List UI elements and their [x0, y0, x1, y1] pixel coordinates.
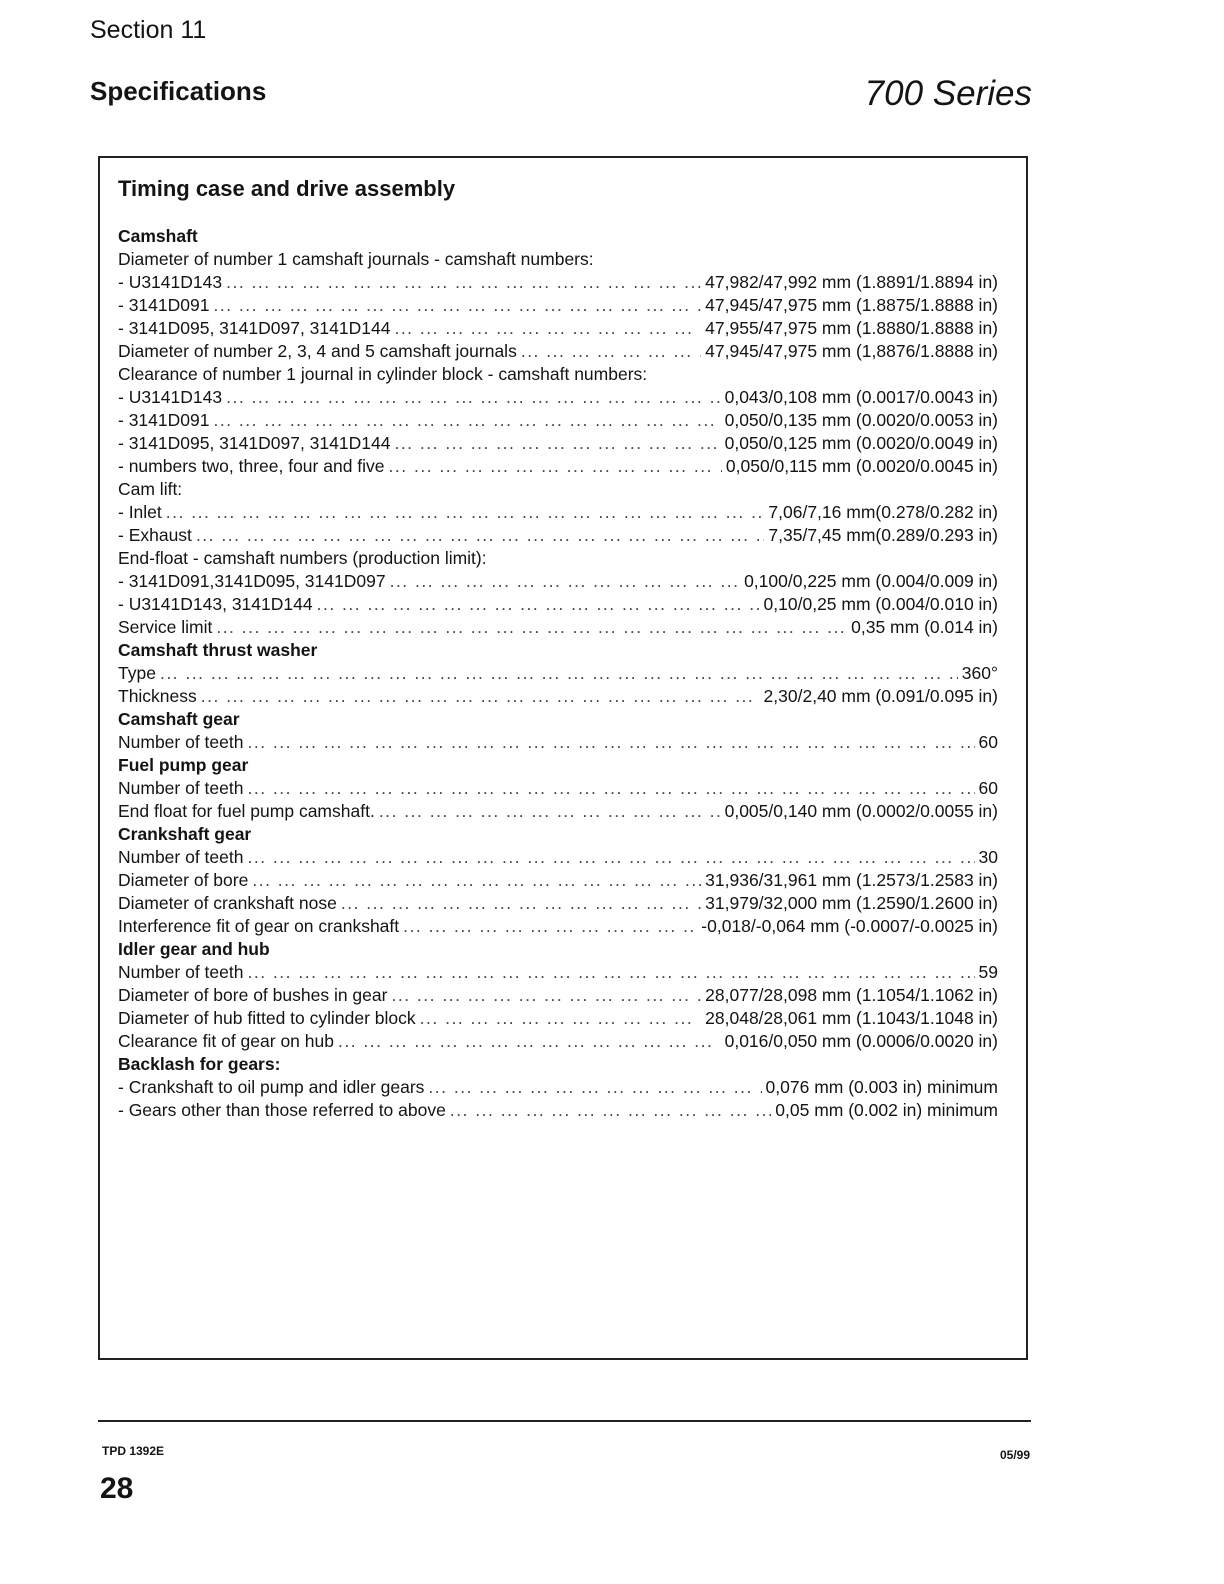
leader-dots — [389, 455, 722, 478]
spec-value: 0,35 mm (0.014 in) — [851, 617, 998, 637]
spec-value: 0,050/0,125 mm (0.0020/0.0049 in) — [724, 433, 998, 453]
spec-heading — [118, 639, 998, 662]
spec-value: 31,936/31,961 mm (1.2573/1.2583 in) — [705, 870, 998, 890]
spec-label: - U3141D143 — [118, 272, 223, 292]
spec-value: 28,077/28,098 mm (1.1054/1.1062 in) — [705, 985, 998, 1005]
spec-label: Idler gear and hub — [118, 939, 270, 959]
spec-row — [118, 846, 998, 869]
spec-row — [118, 961, 998, 984]
leader-dots — [213, 409, 720, 432]
leader-dots — [213, 294, 701, 317]
leader-dots — [428, 1076, 761, 1099]
spec-row — [118, 662, 998, 685]
spec-value: 60 — [978, 732, 998, 752]
spec-label: Backlash for gears: — [118, 1054, 281, 1074]
spec-label: Thickness — [118, 686, 197, 706]
spec-heading — [118, 225, 998, 248]
spec-label: Clearance of number 1 journal in cylinder block - camshaft numbers: — [118, 364, 648, 384]
spec-row — [118, 1030, 998, 1053]
spec-row — [118, 271, 998, 294]
leader-dots — [160, 662, 958, 685]
spec-value: 59 — [978, 962, 998, 982]
spec-row — [118, 501, 998, 524]
spec-label: Type — [118, 663, 156, 683]
spec-value: 47,945/47,975 mm (1,8876/1.8888 in) — [705, 341, 998, 361]
spec-value: 0,050/0,135 mm (0.0020/0.0053 in) — [724, 410, 998, 430]
spec-row — [118, 800, 998, 823]
page-number: 28 — [100, 1472, 134, 1505]
spec-label: Diameter of crankshaft nose — [118, 893, 337, 913]
spec-note — [118, 248, 998, 271]
leader-dots — [166, 501, 765, 524]
spec-label: Number of teeth — [118, 732, 244, 752]
leader-dots — [317, 593, 760, 616]
leader-dots — [521, 340, 701, 363]
spec-value: 0,076 mm (0.003 in) minimum — [765, 1077, 998, 1097]
spec-row — [118, 616, 998, 639]
footer-rule — [98, 1420, 1031, 1422]
spec-value: 7,35/7,45 mm(0.289/0.293 in) — [768, 525, 998, 545]
spec-label: - Gears other than those referred to above — [118, 1100, 446, 1120]
spec-row — [118, 593, 998, 616]
spec-value: 0,005/0,140 mm (0.0002/0.0055 in) — [724, 801, 998, 821]
leader-dots — [394, 317, 701, 340]
leader-dots — [420, 1007, 702, 1030]
spec-label: Diameter of bore — [118, 870, 249, 890]
leader-dots — [341, 892, 701, 915]
spec-value: 31,979/32,000 mm (1.2590/1.2600 in) — [705, 893, 998, 913]
leader-dots — [247, 731, 974, 754]
box-title: Timing case and drive assembly — [118, 176, 456, 201]
spec-label: Diameter of bore of bushes in gear — [118, 985, 388, 1005]
spec-label: - 3141D091,3141D095, 3141D097 — [118, 571, 386, 591]
spec-row — [118, 386, 998, 409]
spec-label: - 3141D091 — [118, 295, 210, 315]
spec-value: 0,050/0,115 mm (0.0020/0.0045 in) — [725, 456, 998, 476]
spec-label: - Exhaust — [118, 525, 192, 545]
spec-row — [118, 409, 998, 432]
spec-label: Camshaft — [118, 226, 198, 246]
spec-label: Diameter of hub fitted to cylinder block — [118, 1008, 416, 1028]
spec-value: 47,982/47,992 mm (1.8891/1.8894 in) — [705, 272, 998, 292]
page-title: Specifications — [90, 76, 267, 106]
leader-dots — [450, 1099, 771, 1122]
doc-reference: TPD 1392E — [102, 1444, 165, 1458]
leader-dots — [247, 846, 974, 869]
spec-row — [118, 455, 998, 478]
spec-value: 30 — [978, 847, 998, 867]
spec-label: Crankshaft gear — [118, 824, 252, 844]
spec-row — [118, 685, 998, 708]
spec-value: 2,30/2,40 mm (0.091/0.095 in) — [763, 686, 998, 706]
spec-value: 0,10/0,25 mm (0.004/0.010 in) — [763, 594, 998, 614]
spec-note — [118, 547, 998, 570]
spec-label: Number of teeth — [118, 778, 244, 798]
leader-dots — [247, 777, 974, 800]
spec-label: - Inlet — [118, 502, 162, 522]
spec-row — [118, 915, 998, 938]
spec-row — [118, 731, 998, 754]
spec-heading — [118, 754, 998, 777]
leader-dots — [394, 432, 720, 455]
spec-label: - 3141D095, 3141D097, 3141D144 — [118, 433, 391, 453]
series-label: 700 Series — [864, 74, 1032, 113]
spec-row — [118, 984, 998, 1007]
leader-dots — [196, 524, 764, 547]
spec-label: - Crankshaft to oil pump and idler gears — [118, 1077, 425, 1097]
leader-dots — [201, 685, 760, 708]
spec-row — [118, 432, 998, 455]
leader-dots — [226, 386, 721, 409]
spec-row — [118, 524, 998, 547]
leader-dots — [216, 616, 847, 639]
spec-heading — [118, 938, 998, 961]
spec-label: - U3141D143 — [118, 387, 223, 407]
spec-label: Fuel pump gear — [118, 755, 249, 775]
section-label: Section 11 — [90, 16, 207, 44]
spec-value: 28,048/28,061 mm (1.1043/1.1048 in) — [705, 1008, 998, 1028]
spec-label: - 3141D091 — [118, 410, 210, 430]
spec-heading — [118, 823, 998, 846]
spec-value: 7,06/7,16 mm(0.278/0.282 in) — [768, 502, 998, 522]
spec-row — [118, 777, 998, 800]
spec-row — [118, 1076, 998, 1099]
spec-list — [118, 225, 998, 1122]
leader-dots — [379, 800, 721, 823]
spec-value: 0,016/0,050 mm (0.0006/0.0020 in) — [724, 1031, 998, 1051]
leader-dots — [226, 271, 701, 294]
spec-label: End float for fuel pump camshaft. — [118, 801, 375, 821]
leader-dots — [247, 961, 974, 984]
leader-dots — [390, 570, 741, 593]
spec-heading — [118, 708, 998, 731]
spec-row — [118, 317, 998, 340]
spec-label: - 3141D095, 3141D097, 3141D144 — [118, 318, 391, 338]
leader-dots — [391, 984, 701, 1007]
spec-note — [118, 478, 998, 501]
spec-row — [118, 294, 998, 317]
spec-row — [118, 570, 998, 593]
spec-label: Interference fit of gear on crankshaft — [118, 916, 400, 936]
spec-heading — [118, 1053, 998, 1076]
spec-row — [118, 892, 998, 915]
spec-label: - numbers two, three, four and five — [118, 456, 385, 476]
leader-dots — [403, 915, 697, 938]
spec-value: 0,05 mm (0.002 in) minimum — [775, 1100, 998, 1120]
spec-label: End-float - camshaft numbers (production limit): — [118, 548, 487, 568]
spec-value: 0,100/0,225 mm (0.004/0.009 in) — [744, 571, 998, 591]
spec-row — [118, 1099, 998, 1122]
spec-label: Number of teeth — [118, 847, 244, 867]
spec-label: Service limit — [118, 617, 213, 637]
leader-dots — [338, 1030, 721, 1053]
spec-label: Number of teeth — [118, 962, 244, 982]
doc-date: 05/99 — [999, 1448, 1030, 1462]
spec-row — [118, 340, 998, 363]
spec-row — [118, 869, 998, 892]
spec-label: Clearance fit of gear on hub — [118, 1031, 334, 1051]
spec-note — [118, 363, 998, 386]
spec-value: -0,018/-0,064 mm (-0.0007/-0.0025 in) — [701, 916, 998, 936]
spec-label: - U3141D143, 3141D144 — [118, 594, 313, 614]
spec-value: 47,955/47,975 mm (1.8880/1.8888 in) — [705, 318, 998, 338]
spec-row — [118, 1007, 998, 1030]
spec-value: 360° — [961, 663, 998, 683]
spec-value: 0,043/0,108 mm (0.0017/0.0043 in) — [724, 387, 998, 407]
leader-dots — [252, 869, 701, 892]
spec-label: Camshaft gear — [118, 709, 240, 729]
spec-value: 47,945/47,975 mm (1.8875/1.8888 in) — [705, 295, 998, 315]
spec-value: 60 — [978, 778, 998, 798]
spec-label: Cam lift: — [118, 479, 183, 499]
spec-label: Diameter of number 2, 3, 4 and 5 camshaft journals — [118, 341, 517, 361]
spec-label: Diameter of number 1 camshaft journals - camshaft numbers: — [118, 249, 594, 269]
spec-label: Camshaft thrust washer — [118, 640, 318, 660]
